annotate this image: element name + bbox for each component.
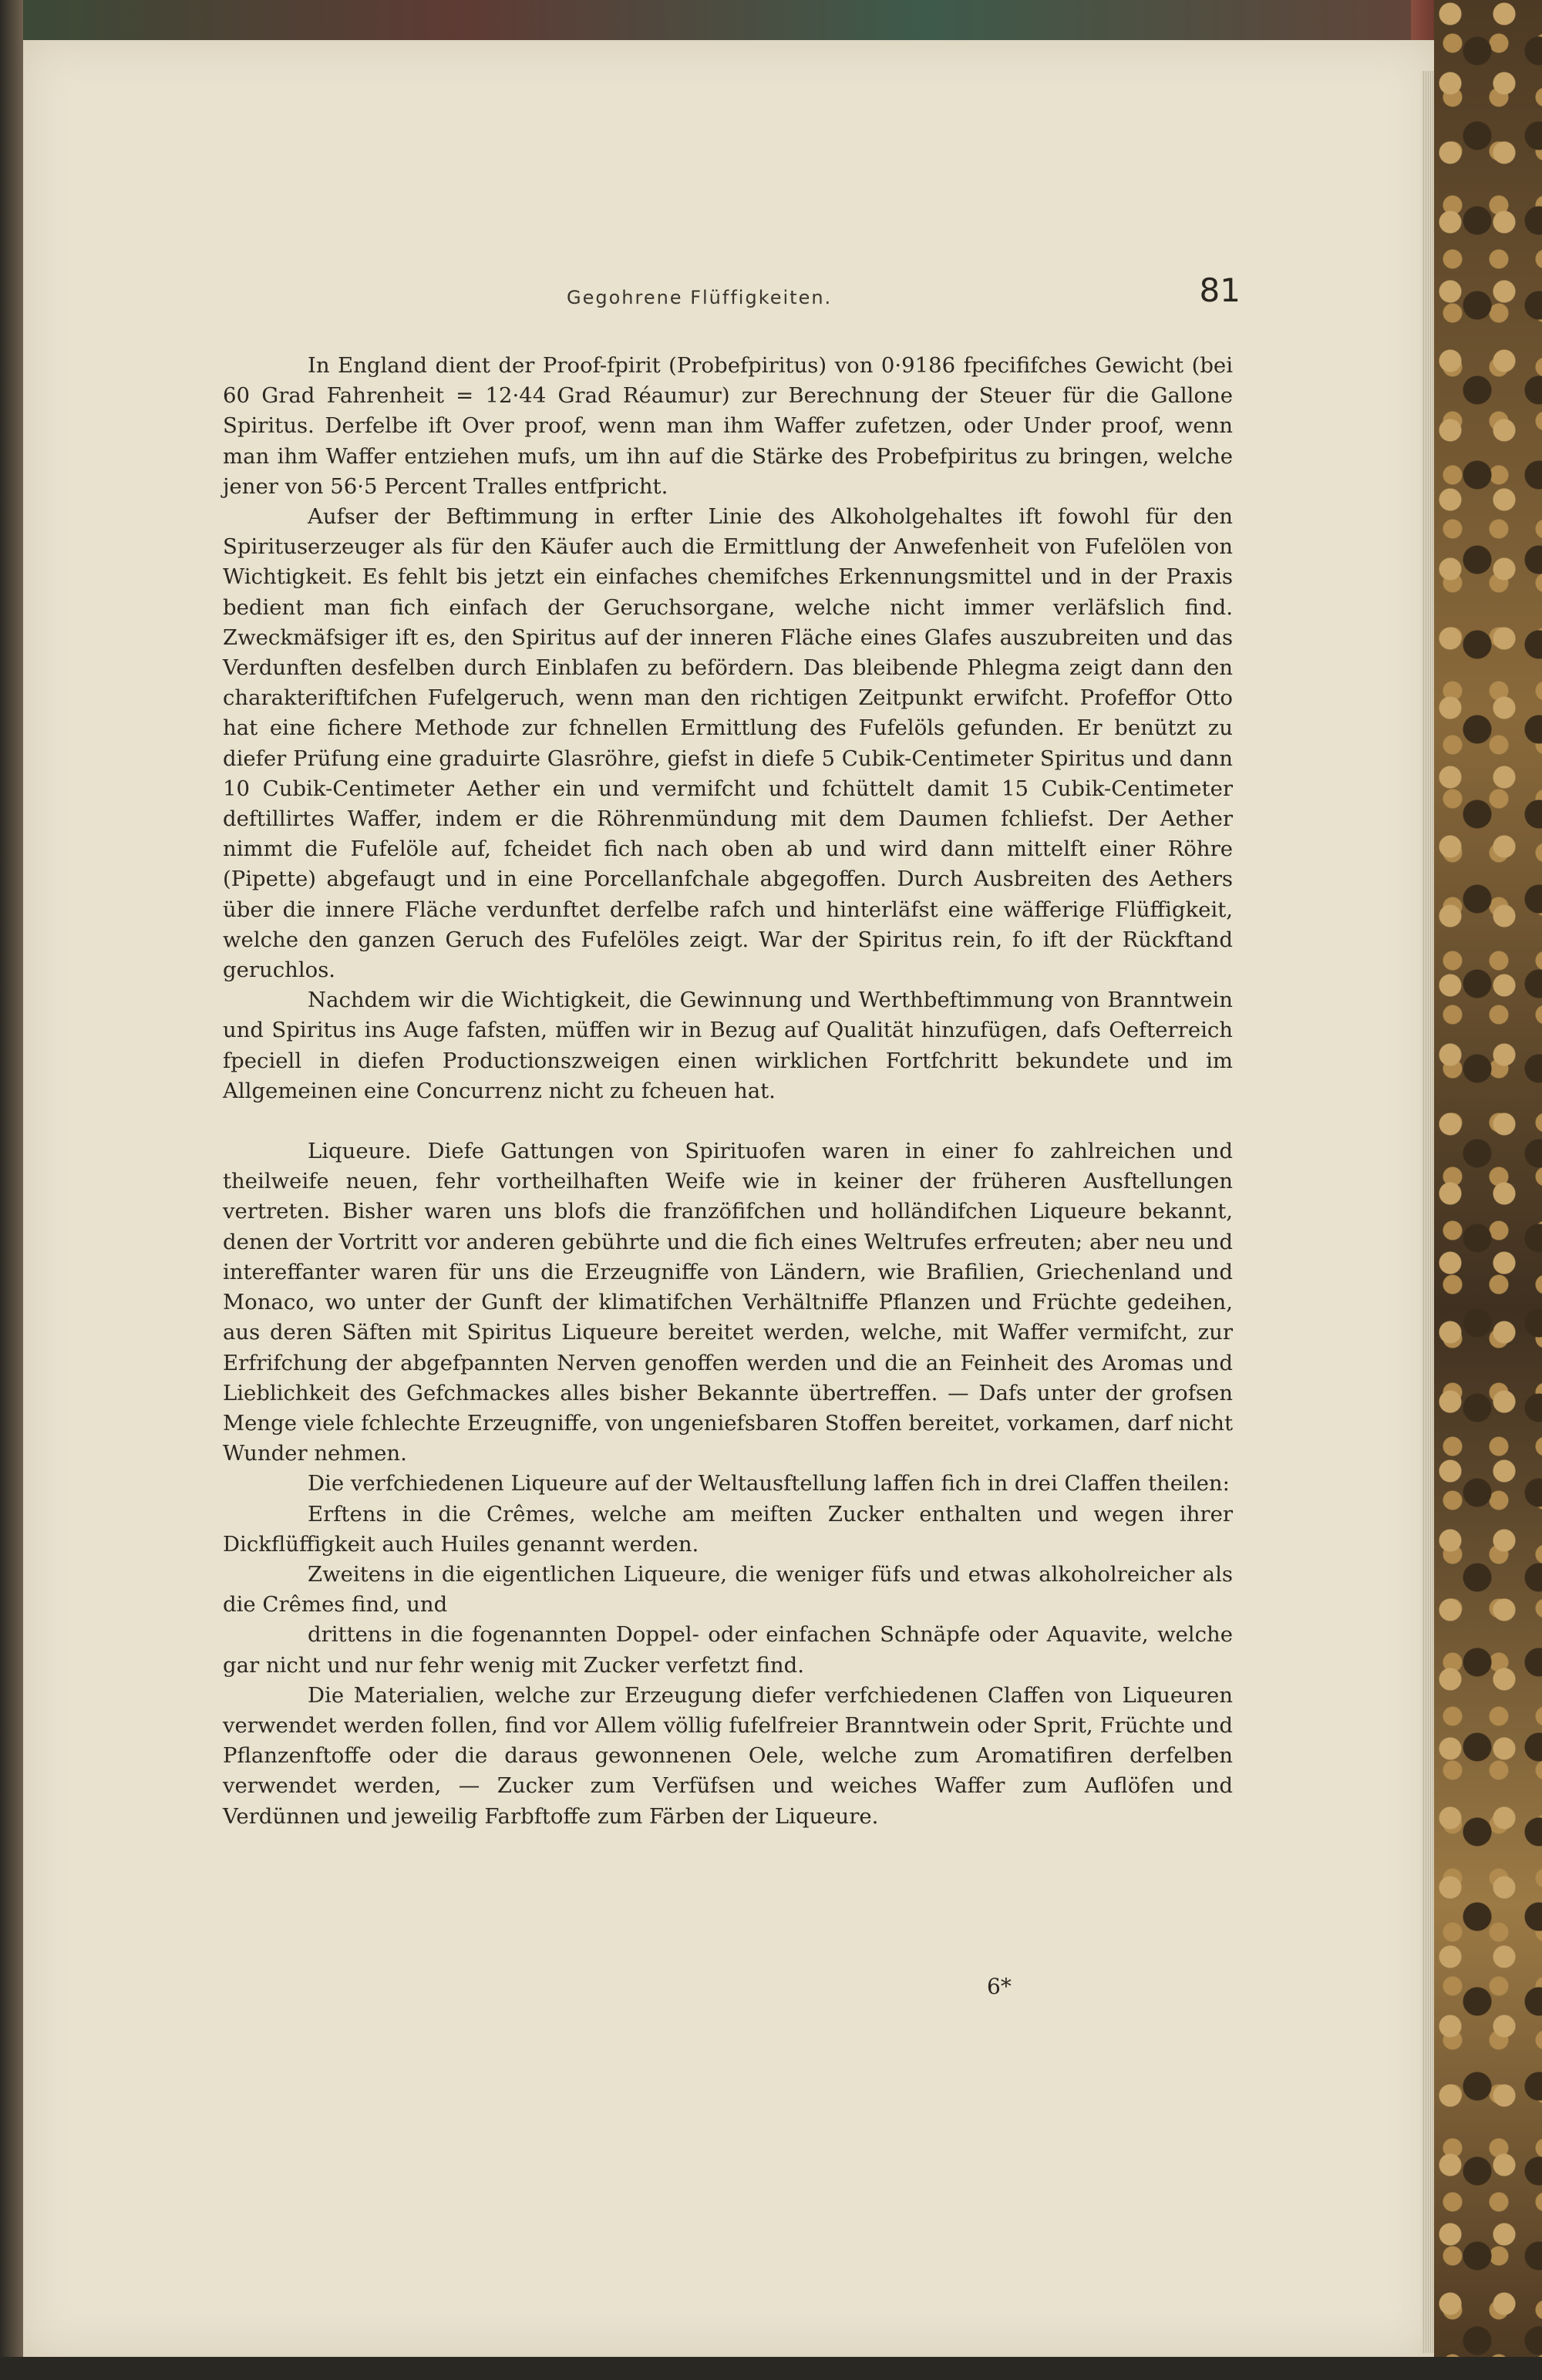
book-cover-left <box>0 0 23 2380</box>
paragraph: Nachdem wir die Wichtigkeit, die Gewinnung und Werthbeftimmung von Branntwein und Spiritus ins Auge fafsten, müffen wir in Bezug auf Qualität hinzufügen, dafs Oefterreich fpeciell in diefen Productionszweigen einen wirklichen Fortfchritt bekundete und im Allgemeinen eine Concurrenz nicht zu fcheuen hat. <box>223 988 1233 1103</box>
paragraph: Liqueure. Diefe Gattungen von Spirituofen waren in einer fo zahlreichen und theilweife neuen, fehr vortheilhaften Weife wie in keiner der früheren Ausftellungen vertreten. Bisher waren uns blofs die franzöfifchen und holländifchen Liqueure bekannt, denen der Vortritt vor anderen gebührte und die fich eines Weltrufes erfreuten; aber neu und intereffanter waren für uns die Erzeugniffe von Ländern, wie Brafilien, Griechenland und Monaco, wo unter der Gunft der klimatifchen Verhältniffe Pflanzen und Früchte gedeihen, aus deren Säften mit Spiritus Liqueure bereitet werden, welche, mit Waffer vermifcht, zur Erfrifchung der abgefpannten Nerven genoffen werden und die an Feinheit des Aromas und Lieblichkeit des Gefchmackes alles bisher Bekannte übertreffen. — Dafs unter der grofsen Menge viele fchlechte Erzeugniffe, von ungeniefsbaren Stoffen bereitet, vorkamen, darf nicht Wunder nehmen. <box>223 1139 1233 1466</box>
page-number: 81 <box>1199 271 1241 309</box>
running-title: Gegohrene Flüffigkeiten. <box>567 287 833 308</box>
paragraph: Zweitens in die eigentlichen Liqueure, die weniger füfs und etwas alkoholreicher als die Crêmes find, und <box>223 1561 1233 1618</box>
paragraph: In England dient der Proof-fpirit (Probefpiritus) von 0·9186 fpecififches Gewicht (bei 60 Grad Fahrenheit = 12·44 Grad Réaumur) zur Berechnung der Steuer für die Gallone Spiritus. Derfelbe ift Over proof, wenn man ihm Waffer zufetzen, oder Under proof, wenn man ihm Waffer entziehen mufs, um ihn auf die Stärke des Probefpiritus zu bringen, welche jener von 56·5 Percent Tralles entfpricht. <box>223 353 1233 499</box>
paragraph: drittens in die fogenannten Doppel- oder einfachen Schnäpfe oder Aquavite, welche gar nicht und nur fehr wenig mit Zucker verfetzt find. <box>223 1622 1233 1678</box>
paragraph: Aufser der Beftimmung in erfter Linie des Alkoholgehaltes ift fowohl für den Spirituserzeuger als für den Käufer auch die Ermittlung der Anwefenheit von Fufelölen von Wichtigkeit. Es fehlt bis jetzt ein einfaches chemifches Erkennungsmittel und in der Praxis bedient man fich einfach der Geruchsorgane, welche nicht immer verläfslich find. Zweckmäfsiger ift es, den Spiritus auf der inneren Fläche eines Glafes auszubreiten und das Verdunften desfelben durch Einblafen zu befördern. Das bleibende Phlegma zeigt dann den charakteriftifchen Fufelgeruch, wenn man den richtigen Zeitpunkt erwifcht. Profeffor Otto hat eine fichere Methode zur fchnellen Ermittlung des Fufelöls gefunden. Er benützt zu diefer Prüfung eine graduirte Glasröhre, giefst in diefe 5 Cubik-Centimeter Spiritus und dann 10 Cubik-Centimeter Aether ein und vermifcht und fchüttelt damit 15 Cubik-Centimeter deftillirtes Waffer, indem er die Röhrenmündung mit dem Daumen fchliefst. Der Aether nimmt die Fufelöle auf, fcheidet fich nach oben ab und wird dann mittelft einer Röhre (Pipette) abgefaugt und in eine Porcellanfchale abgegoffen. Durch Ausbreiten des Aethers über die innere Fläche verdunftet derfelbe rafch und hinterläfst eine wäfferige Flüffigkeit, welche den ganzen Geruch des Fufelöles zeigt. War der Spiritus rein, fo ift der Rückftand geruchlos. <box>223 504 1233 983</box>
book-cover-bottom <box>0 2357 1542 2380</box>
paragraph: Die verfchiedenen Liqueure auf der Weltausftellung laffen fich in drei Claffen theilen: <box>308 1471 1230 1496</box>
body-text <box>223 351 1233 1832</box>
page-header <box>223 271 1241 325</box>
paragraph: Die Materialien, welche zur Erzeugung diefer verfchiedenen Claffen von Liqueuren verwendet werden follen, find vor Allem völlig fufelfreier Branntwein oder Sprit, Früchte und Pflanzenftoffe oder die daraus gewonnenen Oele, welche zum Aromatifiren derfelben verwendet werden, — Zucker zum Verfüfsen und weiches Waffer zum Auflöfen und Verdünnen und jeweilig Farbftoffe zum Färben der Liqueure. <box>223 1682 1233 1829</box>
signature-mark: 6* <box>987 1974 1012 1999</box>
page-fore-edge <box>1422 71 1434 2353</box>
marbled-cover-edge <box>1434 0 1542 2380</box>
paragraph: Erftens in die Crêmes, welche am meiften Zucker enthalten und wegen ihrer Dickflüffigkeit auch Huiles genannt werden. <box>223 1501 1233 1557</box>
